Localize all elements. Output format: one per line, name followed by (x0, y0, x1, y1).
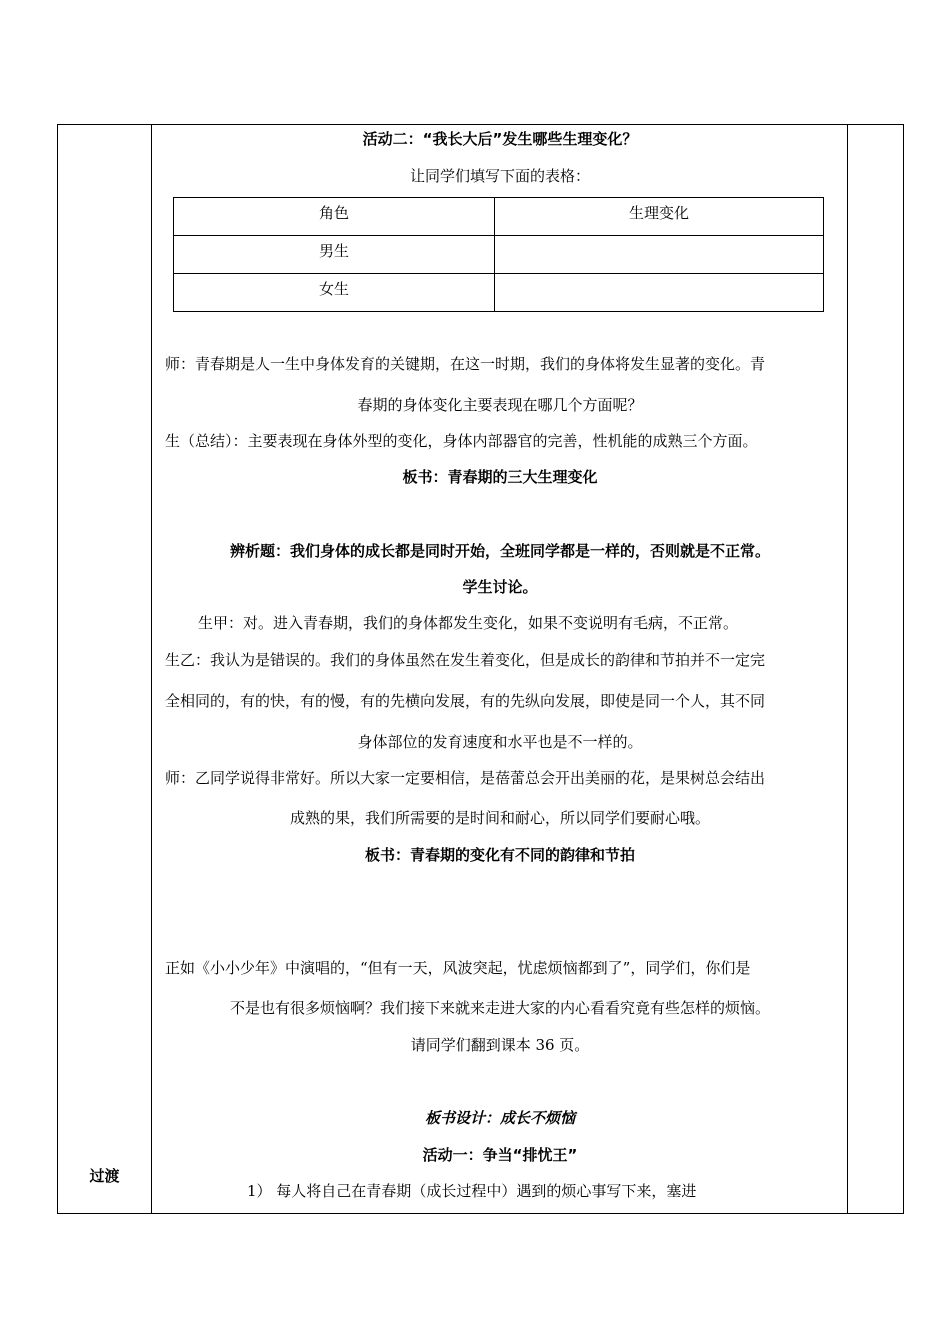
board-note-2: 板书：青春期的变化有不同的韵律和节拍 (364, 846, 635, 864)
table-row (174, 274, 824, 312)
fill-instruction: 让同学们填写下面的表格： (409, 167, 590, 185)
column-divider-left (151, 125, 152, 1213)
teacher-question-line2: 春期的身体变化主要表现在哪几个方面呢？ (357, 396, 643, 414)
activity2-title: 活动二：“我长大后”发生哪些生理变化？ (362, 130, 638, 148)
table-header-cell: 角色 (174, 198, 495, 236)
board-note-1: 板书：青春期的三大生理变化 (402, 468, 598, 486)
board-design-title: 板书设计：成长不烦恼 (424, 1109, 575, 1127)
student-b-line2: 全相同的，有的快，有的慢，有的先横向发展，有的先纵向发展，即使是同一个人，其不同 (165, 692, 766, 710)
student-a-answer: 生甲：对。进入青春期，我们的身体都发生变化，如果不变说明有毛病，不正常。 (198, 614, 739, 632)
transition-line1: 正如《小小少年》中演唱的，“但有一天，风波突起，忧虑烦恼都到了”，同学们，你们是 (165, 959, 751, 977)
table-header-row (174, 198, 824, 236)
student-discussion: 学生讨论。 (462, 578, 538, 596)
column-divider-right (847, 125, 848, 1213)
student-b-line3: 身体部位的发育速度和水平也是不一样的。 (357, 733, 643, 751)
activity1-step1: 1） 每人将自己在青春期（成长过程中）遇到的烦心事写下来，塞进 (247, 1182, 697, 1200)
student-summary: 生（总结）：主要表现在身体外型的变化，身体内部器官的完善，性机能的成熟三个方面。 (165, 432, 758, 450)
role-change-table (173, 197, 824, 312)
teacher-reply-line1: 师：乙同学说得非常好。所以大家一定要相信，是蓓蕾总会开出美丽的花，是果树总会结出 (165, 769, 766, 787)
transition-line2: 不是也有很多烦恼啊？我们接下来就来走进大家的内心看看究竟有些怎样的烦恼。 (229, 999, 770, 1017)
analysis-question: 辨析题：我们身体的成长都是同时开始，全班同学都是一样的，否则就是不正常。 (229, 542, 770, 560)
table-cell (495, 274, 824, 312)
student-b-line1: 生乙：我认为是错误的。我们的身体虽然在发生着变化，但是成长的韵律和节拍并不一定完 (165, 651, 766, 669)
turn-page-instruction: 请同学们翻到课本 36 页。 (410, 1036, 590, 1054)
teacher-reply-line2: 成熟的果，我们所需要的是时间和耐心，所以同学们要耐心哦。 (289, 809, 710, 827)
section-label: 过渡 (89, 1167, 120, 1185)
table-cell: 男生 (174, 236, 495, 274)
table-row (174, 236, 824, 274)
activity1-title: 活动一：争当“排忧王” (422, 1146, 578, 1164)
teacher-question-line1: 师：青春期是人一生中身体发育的关键期，在这一时期，我们的身体将发生显著的变化。青 (165, 355, 766, 373)
table-cell (495, 236, 824, 274)
table-cell: 女生 (174, 274, 495, 312)
table-header-cell: 生理变化 (495, 198, 824, 236)
